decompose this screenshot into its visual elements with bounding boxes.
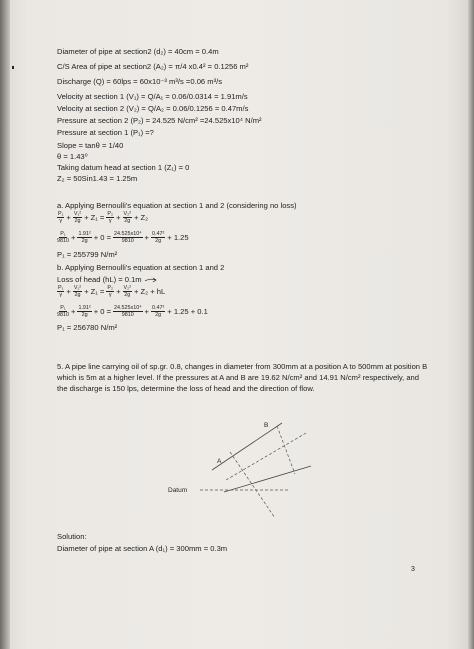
numerator: V₂² (123, 284, 131, 291)
numerator: V₂² (123, 210, 131, 217)
denominator: γ (108, 217, 112, 224)
operator: + (144, 232, 149, 242)
line-velocity-2: Velocity at section 2 (V₂) = Q/A₂ = 0.06/0.1256 = 0.47m/s (57, 104, 249, 113)
denominator: γ (59, 291, 63, 298)
denominator: 9810 (57, 311, 69, 318)
numerator: P₂ (107, 284, 114, 291)
denominator: 2g (155, 311, 162, 318)
numerator: P₂ (107, 210, 114, 217)
line-pressure-2: Pressure at section 2 (P₂) = 24.525 N/cm² =24.525x10⁴ N/m² (57, 116, 262, 125)
numerator: P₁ (58, 284, 64, 291)
label-a: A (217, 458, 222, 465)
solution-line-1: Diameter of pipe at section A (d₁) = 300mm = 0.3m (57, 544, 228, 553)
line-velocity-1: Velocity at section 1 (V₁) = Q/A₁ = 0.06/0.0314 = 1.91m/s (57, 92, 248, 101)
denominator: 9810 (121, 237, 134, 244)
numerator: 0.47² (151, 230, 165, 237)
part-b-heading: b. Applying Bernoulli's equation at section 1 and 2 (57, 263, 225, 272)
result-b: P₁ = 256780 N/m² (57, 323, 118, 332)
numerator: P₁ (60, 230, 66, 237)
label-b: B (264, 422, 269, 429)
label-datum: Datum (168, 487, 188, 494)
denominator: 2g (81, 311, 88, 318)
problem-5-text: 5. A pipe line carrying oil of sp.gr. 0.8, changes in diameter from 300mm at a position A to 500mm at position B which is 5m at a higher level. If the pressures at A and B are 19.62 N/cm² and 14.91 N/cm² respectively, and the discharge is 150 lps, determine the loss of head and the direction of flow. (57, 362, 428, 393)
operator: + (116, 286, 121, 296)
denominator: 2g (124, 291, 131, 298)
denominator: 2g (81, 237, 88, 244)
equation-term: + 0 = (93, 232, 112, 242)
denominator: 2g (74, 291, 81, 298)
line-z2: Z₂ = 50Sin1.43 = 1.25m (57, 174, 138, 183)
equation-term: + Z₁ = (84, 212, 105, 222)
denominator: γ (108, 291, 112, 298)
numerator: P₁ (60, 304, 66, 311)
line-datum: Taking datum head at section 1 (Z₁) = 0 (57, 163, 190, 172)
denominator: γ (59, 217, 63, 224)
section-a-line (230, 452, 275, 518)
operator: + (144, 306, 149, 316)
denominator: 2g (74, 217, 81, 224)
numerator: 0.47² (151, 304, 165, 311)
page-number: 3 (411, 566, 415, 573)
operator: + (66, 212, 71, 222)
operator: + (116, 212, 121, 222)
line-discharge: Discharge (Q) = 60lps = 60x10⁻³ m³/s =0.06 m³/s (57, 77, 223, 86)
equation-term: + Z₂ (134, 212, 149, 222)
pipe-upper-line (212, 423, 282, 470)
equation-term: + Z₁ = (84, 286, 105, 296)
pipe-centre-line (226, 433, 306, 480)
pipe-lower-line (224, 466, 311, 492)
equation-term: + 1.25 (167, 232, 189, 242)
numerator: 1.91² (78, 230, 91, 237)
numerator: 24.525x10⁴ (114, 230, 142, 237)
line-slope: Slope = tanθ = 1/40 (57, 141, 124, 150)
line-diameter-2: Diameter of pipe at section2 (d₂) = 40cm = 0.4m (57, 47, 219, 56)
operator: + (66, 286, 71, 296)
numerator: V₁² (73, 284, 82, 291)
solution-heading: Solution: (57, 532, 87, 541)
line-pressure-1: Pressure at section 1 (P₁) =? (57, 128, 154, 137)
denominator: 9810 (121, 311, 134, 318)
denominator: 2g (124, 217, 131, 224)
operator: + (71, 306, 76, 316)
denominator: 9810 (57, 237, 69, 244)
numerator: 1.91² (78, 304, 91, 311)
denominator: 2g (155, 237, 162, 244)
numerator: 24.525x10⁴ (114, 304, 142, 311)
equation-term: + Z₂ + hL (134, 286, 166, 296)
part-a-heading: a. Applying Bernoulli's equation at section 1 and 2 (considering no loss) (57, 201, 297, 210)
numerator: P₁ (58, 210, 64, 217)
equation-term: + 0 = (93, 306, 112, 316)
line-theta: θ = 1.43⁰ (57, 152, 88, 161)
equation-term: + 1.25 + 0.1 (167, 306, 208, 316)
loss-of-head-text: Loss of head (hL) = 0.1m (57, 275, 142, 284)
operator: + (71, 232, 76, 242)
line-area-2: C/S Area of pipe at section2 (A₂) = π/4 x0.4² = 0.1256 m² (57, 62, 249, 71)
result-a: P₁ = 255799 N/m² (57, 250, 118, 259)
numerator: V₁² (73, 210, 82, 217)
section-b-line (277, 426, 295, 474)
